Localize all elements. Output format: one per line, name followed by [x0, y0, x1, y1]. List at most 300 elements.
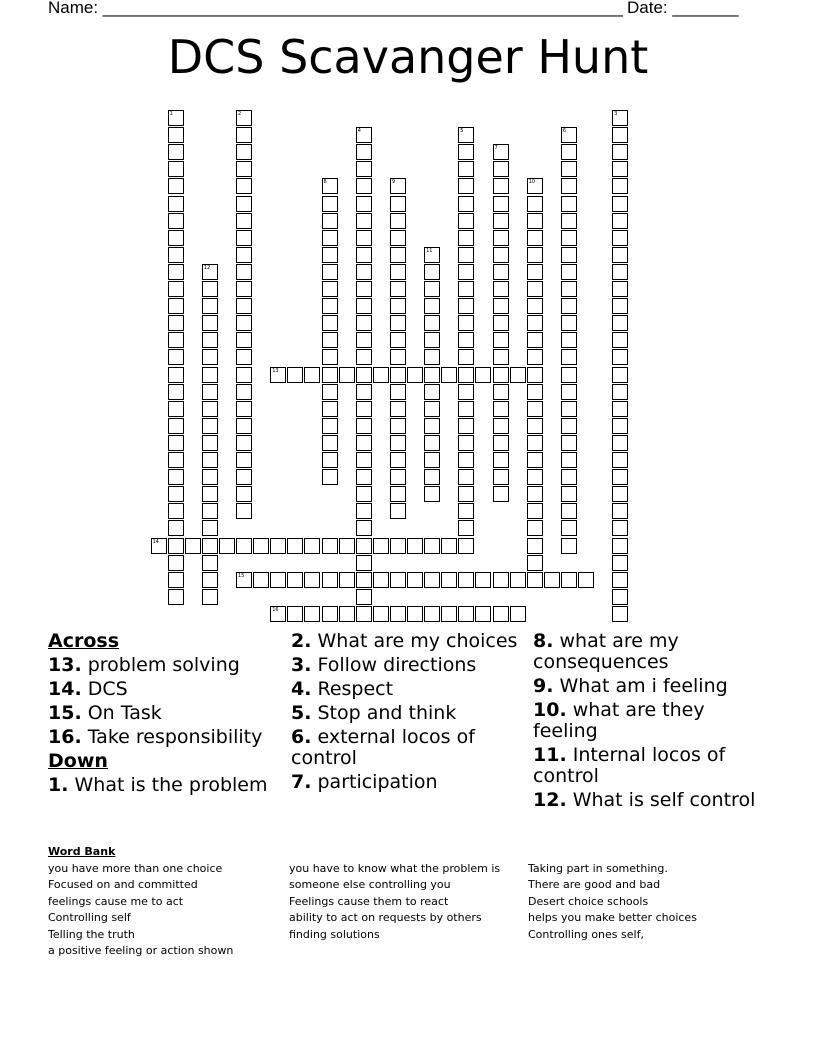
- grid-cell[interactable]: [202, 401, 218, 417]
- grid-cell[interactable]: [441, 367, 457, 383]
- grid-cell[interactable]: [339, 572, 355, 588]
- grid-cell[interactable]: [493, 418, 509, 434]
- grid-cell[interactable]: [356, 401, 372, 417]
- grid-cell[interactable]: [561, 486, 577, 502]
- grid-cell[interactable]: [424, 298, 440, 314]
- grid-cell[interactable]: [561, 264, 577, 280]
- grid-cell[interactable]: [493, 401, 509, 417]
- grid-cell[interactable]: [510, 572, 526, 588]
- grid-cell[interactable]: [304, 367, 320, 383]
- grid-cell[interactable]: [322, 247, 338, 263]
- grid-cell[interactable]: [202, 315, 218, 331]
- grid-cell[interactable]: [458, 503, 474, 519]
- grid-cell[interactable]: [458, 384, 474, 400]
- grid-cell[interactable]: [356, 196, 372, 212]
- grid-cell[interactable]: [236, 503, 252, 519]
- grid-cell[interactable]: [339, 606, 355, 622]
- grid-cell[interactable]: [236, 367, 252, 383]
- grid-cell[interactable]: [356, 418, 372, 434]
- grid-cell[interactable]: [493, 144, 509, 160]
- grid-cell[interactable]: [390, 196, 406, 212]
- grid-cell[interactable]: [168, 572, 184, 588]
- grid-cell[interactable]: [424, 281, 440, 297]
- grid-cell[interactable]: [356, 538, 372, 554]
- grid-cell[interactable]: [458, 196, 474, 212]
- grid-cell[interactable]: [561, 315, 577, 331]
- grid-cell[interactable]: [168, 555, 184, 571]
- grid-cell[interactable]: [304, 572, 320, 588]
- grid-cell[interactable]: [390, 281, 406, 297]
- grid-cell[interactable]: [287, 538, 303, 554]
- grid-cell[interactable]: [527, 435, 543, 451]
- grid-cell[interactable]: [561, 298, 577, 314]
- grid-cell[interactable]: [458, 435, 474, 451]
- grid-cell[interactable]: [168, 418, 184, 434]
- grid-cell[interactable]: [202, 452, 218, 468]
- grid-cell[interactable]: [390, 538, 406, 554]
- grid-cell[interactable]: [561, 144, 577, 160]
- grid-cell[interactable]: [493, 196, 509, 212]
- grid-cell[interactable]: [322, 213, 338, 229]
- grid-cell[interactable]: [202, 520, 218, 536]
- grid-cell[interactable]: [561, 401, 577, 417]
- grid-cell[interactable]: [236, 486, 252, 502]
- grid-cell[interactable]: [390, 435, 406, 451]
- grid-cell[interactable]: [236, 144, 252, 160]
- grid-cell[interactable]: [356, 281, 372, 297]
- grid-cell[interactable]: [356, 315, 372, 331]
- grid-cell[interactable]: [612, 503, 628, 519]
- grid-cell[interactable]: [168, 315, 184, 331]
- grid-cell[interactable]: [612, 589, 628, 605]
- grid-cell[interactable]: [458, 401, 474, 417]
- grid-cell[interactable]: [168, 435, 184, 451]
- grid-cell[interactable]: [390, 469, 406, 485]
- grid-cell[interactable]: [493, 349, 509, 365]
- grid-cell[interactable]: [339, 367, 355, 383]
- grid-cell[interactable]: [527, 196, 543, 212]
- grid-cell[interactable]: [527, 213, 543, 229]
- grid-cell[interactable]: [475, 606, 491, 622]
- grid-cell[interactable]: [202, 264, 218, 280]
- grid-cell[interactable]: [356, 503, 372, 519]
- grid-cell[interactable]: [527, 538, 543, 554]
- grid-cell[interactable]: [561, 178, 577, 194]
- grid-cell[interactable]: [390, 230, 406, 246]
- grid-cell[interactable]: [612, 452, 628, 468]
- grid-cell[interactable]: [441, 572, 457, 588]
- grid-cell[interactable]: [322, 281, 338, 297]
- grid-cell[interactable]: [356, 367, 372, 383]
- grid-cell[interactable]: [202, 589, 218, 605]
- grid-cell[interactable]: [390, 401, 406, 417]
- grid-cell[interactable]: [612, 127, 628, 143]
- grid-cell[interactable]: [424, 469, 440, 485]
- grid-cell[interactable]: [424, 349, 440, 365]
- grid-cell[interactable]: [612, 538, 628, 554]
- grid-cell[interactable]: [168, 589, 184, 605]
- grid-cell[interactable]: [322, 538, 338, 554]
- grid-cell[interactable]: [510, 367, 526, 383]
- grid-cell[interactable]: [322, 452, 338, 468]
- grid-cell[interactable]: [612, 401, 628, 417]
- grid-cell[interactable]: [493, 606, 509, 622]
- grid-cell[interactable]: [612, 469, 628, 485]
- grid-cell[interactable]: [168, 469, 184, 485]
- grid-cell[interactable]: [356, 520, 372, 536]
- grid-cell[interactable]: [373, 367, 389, 383]
- grid-cell[interactable]: [322, 230, 338, 246]
- grid-cell[interactable]: [356, 589, 372, 605]
- grid-cell[interactable]: [493, 315, 509, 331]
- grid-cell[interactable]: [407, 572, 423, 588]
- grid-cell[interactable]: [612, 332, 628, 348]
- grid-cell[interactable]: [356, 486, 372, 502]
- grid-cell[interactable]: [356, 452, 372, 468]
- grid-cell[interactable]: [527, 486, 543, 502]
- grid-cell[interactable]: [527, 315, 543, 331]
- grid-cell[interactable]: [356, 469, 372, 485]
- grid-cell[interactable]: [356, 435, 372, 451]
- grid-cell[interactable]: [202, 435, 218, 451]
- grid-cell[interactable]: [168, 538, 184, 554]
- grid-cell[interactable]: [390, 315, 406, 331]
- grid-cell[interactable]: [236, 435, 252, 451]
- grid-cell[interactable]: [561, 349, 577, 365]
- grid-cell[interactable]: [202, 555, 218, 571]
- grid-cell[interactable]: [475, 572, 491, 588]
- grid-cell[interactable]: [322, 572, 338, 588]
- grid-cell[interactable]: [493, 264, 509, 280]
- grid-cell[interactable]: [561, 127, 577, 143]
- grid-cell[interactable]: [168, 486, 184, 502]
- grid-cell[interactable]: [322, 384, 338, 400]
- grid-cell[interactable]: [390, 452, 406, 468]
- grid-cell[interactable]: [561, 452, 577, 468]
- grid-cell[interactable]: [202, 367, 218, 383]
- grid-cell[interactable]: [407, 606, 423, 622]
- grid-cell[interactable]: [168, 384, 184, 400]
- grid-cell[interactable]: [527, 418, 543, 434]
- grid-cell[interactable]: [322, 349, 338, 365]
- grid-cell[interactable]: [561, 230, 577, 246]
- grid-cell[interactable]: [527, 281, 543, 297]
- grid-cell[interactable]: [612, 572, 628, 588]
- grid-cell[interactable]: [168, 247, 184, 263]
- grid-cell[interactable]: [236, 213, 252, 229]
- grid-cell[interactable]: [390, 349, 406, 365]
- grid-cell[interactable]: [612, 349, 628, 365]
- grid-cell[interactable]: [390, 503, 406, 519]
- grid-cell[interactable]: [527, 230, 543, 246]
- grid-cell[interactable]: [441, 606, 457, 622]
- grid-cell[interactable]: [612, 230, 628, 246]
- grid-cell[interactable]: [236, 315, 252, 331]
- grid-cell[interactable]: [612, 520, 628, 536]
- grid-cell[interactable]: [322, 367, 338, 383]
- grid-cell[interactable]: [236, 127, 252, 143]
- grid-cell[interactable]: [424, 315, 440, 331]
- grid-cell[interactable]: [458, 161, 474, 177]
- grid-cell[interactable]: [168, 196, 184, 212]
- grid-cell[interactable]: [458, 264, 474, 280]
- grid-cell[interactable]: [458, 486, 474, 502]
- grid-cell[interactable]: [390, 572, 406, 588]
- grid-cell[interactable]: [304, 538, 320, 554]
- grid-cell[interactable]: [561, 247, 577, 263]
- grid-cell[interactable]: [236, 572, 252, 588]
- grid-cell[interactable]: [561, 384, 577, 400]
- grid-cell[interactable]: [493, 435, 509, 451]
- grid-cell[interactable]: [202, 281, 218, 297]
- grid-cell[interactable]: [202, 503, 218, 519]
- grid-cell[interactable]: [236, 349, 252, 365]
- grid-cell[interactable]: [612, 555, 628, 571]
- grid-cell[interactable]: [527, 247, 543, 263]
- grid-cell[interactable]: [339, 538, 355, 554]
- grid-cell[interactable]: [322, 264, 338, 280]
- grid-cell[interactable]: [236, 281, 252, 297]
- grid-cell[interactable]: [612, 178, 628, 194]
- grid-cell[interactable]: [561, 538, 577, 554]
- grid-cell[interactable]: [424, 247, 440, 263]
- grid-cell[interactable]: [390, 298, 406, 314]
- grid-cell[interactable]: [236, 230, 252, 246]
- grid-cell[interactable]: [493, 178, 509, 194]
- grid-cell[interactable]: [458, 418, 474, 434]
- grid-cell[interactable]: [561, 213, 577, 229]
- grid-cell[interactable]: [356, 555, 372, 571]
- grid-cell[interactable]: [322, 435, 338, 451]
- grid-cell[interactable]: [612, 418, 628, 434]
- grid-cell[interactable]: [390, 486, 406, 502]
- grid-cell[interactable]: [424, 572, 440, 588]
- grid-cell[interactable]: [527, 178, 543, 194]
- grid-cell[interactable]: [202, 538, 218, 554]
- grid-cell[interactable]: [424, 401, 440, 417]
- grid-cell[interactable]: [424, 606, 440, 622]
- grid-cell[interactable]: [168, 161, 184, 177]
- grid-cell[interactable]: [561, 281, 577, 297]
- grid-cell[interactable]: [168, 298, 184, 314]
- grid-cell[interactable]: [493, 247, 509, 263]
- grid-cell[interactable]: [168, 178, 184, 194]
- grid-cell[interactable]: [407, 538, 423, 554]
- grid-cell[interactable]: [424, 452, 440, 468]
- grid-cell[interactable]: [493, 572, 509, 588]
- grid-cell[interactable]: [527, 520, 543, 536]
- grid-cell[interactable]: [458, 213, 474, 229]
- grid-cell[interactable]: [390, 178, 406, 194]
- grid-cell[interactable]: [373, 572, 389, 588]
- grid-cell[interactable]: [527, 332, 543, 348]
- grid-cell[interactable]: [373, 538, 389, 554]
- grid-cell[interactable]: [236, 538, 252, 554]
- grid-cell[interactable]: [390, 332, 406, 348]
- grid-cell[interactable]: [236, 264, 252, 280]
- grid-cell[interactable]: [527, 349, 543, 365]
- grid-cell[interactable]: [424, 384, 440, 400]
- grid-cell[interactable]: [424, 538, 440, 554]
- grid-cell[interactable]: [458, 572, 474, 588]
- grid-cell[interactable]: [561, 332, 577, 348]
- grid-cell[interactable]: [168, 520, 184, 536]
- grid-cell[interactable]: [458, 606, 474, 622]
- grid-cell[interactable]: [287, 367, 303, 383]
- grid-cell[interactable]: [270, 538, 286, 554]
- grid-cell[interactable]: [424, 486, 440, 502]
- grid-cell[interactable]: [458, 281, 474, 297]
- grid-cell[interactable]: [527, 264, 543, 280]
- grid-cell[interactable]: [236, 418, 252, 434]
- grid-cell[interactable]: [561, 196, 577, 212]
- grid-cell[interactable]: [236, 452, 252, 468]
- grid-cell[interactable]: [322, 469, 338, 485]
- grid-cell[interactable]: [202, 349, 218, 365]
- grid-cell[interactable]: [236, 298, 252, 314]
- grid-cell[interactable]: [612, 247, 628, 263]
- grid-cell[interactable]: [390, 264, 406, 280]
- grid-cell[interactable]: [270, 367, 286, 383]
- grid-cell[interactable]: [356, 572, 372, 588]
- grid-cell[interactable]: [493, 367, 509, 383]
- grid-cell[interactable]: [151, 538, 167, 554]
- grid-cell[interactable]: [544, 572, 560, 588]
- grid-cell[interactable]: [493, 213, 509, 229]
- grid-cell[interactable]: [356, 384, 372, 400]
- grid-cell[interactable]: [458, 178, 474, 194]
- grid-cell[interactable]: [458, 230, 474, 246]
- grid-cell[interactable]: [561, 572, 577, 588]
- date-field[interactable]: Date: _______: [627, 0, 739, 17]
- grid-cell[interactable]: [493, 161, 509, 177]
- grid-cell[interactable]: [304, 606, 320, 622]
- grid-cell[interactable]: [322, 196, 338, 212]
- grid-cell[interactable]: [493, 230, 509, 246]
- grid-cell[interactable]: [424, 332, 440, 348]
- grid-cell[interactable]: [424, 435, 440, 451]
- grid-cell[interactable]: [527, 401, 543, 417]
- grid-cell[interactable]: [527, 555, 543, 571]
- grid-cell[interactable]: [236, 196, 252, 212]
- grid-cell[interactable]: [270, 572, 286, 588]
- grid-cell[interactable]: [527, 452, 543, 468]
- grid-cell[interactable]: [527, 367, 543, 383]
- grid-cell[interactable]: [202, 469, 218, 485]
- grid-cell[interactable]: [253, 572, 269, 588]
- grid-cell[interactable]: [202, 298, 218, 314]
- grid-cell[interactable]: [168, 230, 184, 246]
- grid-cell[interactable]: [561, 435, 577, 451]
- grid-cell[interactable]: [322, 332, 338, 348]
- grid-cell[interactable]: [458, 247, 474, 263]
- grid-cell[interactable]: [527, 384, 543, 400]
- grid-cell[interactable]: [612, 161, 628, 177]
- grid-cell[interactable]: [202, 572, 218, 588]
- grid-cell[interactable]: [185, 538, 201, 554]
- grid-cell[interactable]: [356, 144, 372, 160]
- grid-cell[interactable]: [458, 349, 474, 365]
- grid-cell[interactable]: [561, 469, 577, 485]
- grid-cell[interactable]: [168, 367, 184, 383]
- grid-cell[interactable]: [356, 264, 372, 280]
- grid-cell[interactable]: [612, 606, 628, 622]
- grid-cell[interactable]: [322, 418, 338, 434]
- grid-cell[interactable]: [561, 503, 577, 519]
- grid-cell[interactable]: [168, 332, 184, 348]
- grid-cell[interactable]: [390, 213, 406, 229]
- grid-cell[interactable]: [356, 349, 372, 365]
- grid-cell[interactable]: [168, 281, 184, 297]
- grid-cell[interactable]: [356, 230, 372, 246]
- grid-cell[interactable]: [356, 127, 372, 143]
- grid-cell[interactable]: [322, 298, 338, 314]
- grid-cell[interactable]: [236, 247, 252, 263]
- grid-cell[interactable]: [390, 367, 406, 383]
- grid-cell[interactable]: [322, 606, 338, 622]
- grid-cell[interactable]: [356, 247, 372, 263]
- grid-cell[interactable]: [527, 469, 543, 485]
- grid-cell[interactable]: [612, 486, 628, 502]
- grid-cell[interactable]: [493, 486, 509, 502]
- grid-cell[interactable]: [612, 281, 628, 297]
- grid-cell[interactable]: [561, 418, 577, 434]
- grid-cell[interactable]: [236, 332, 252, 348]
- grid-cell[interactable]: [510, 606, 526, 622]
- grid-cell[interactable]: [458, 538, 474, 554]
- grid-cell[interactable]: [561, 520, 577, 536]
- grid-cell[interactable]: [612, 367, 628, 383]
- grid-cell[interactable]: [168, 144, 184, 160]
- grid-cell[interactable]: [356, 332, 372, 348]
- grid-cell[interactable]: [202, 332, 218, 348]
- grid-cell[interactable]: [322, 315, 338, 331]
- grid-cell[interactable]: [168, 213, 184, 229]
- grid-cell[interactable]: [390, 418, 406, 434]
- grid-cell[interactable]: [612, 110, 628, 126]
- grid-cell[interactable]: [527, 572, 543, 588]
- grid-cell[interactable]: [493, 281, 509, 297]
- grid-cell[interactable]: [458, 144, 474, 160]
- grid-cell[interactable]: [561, 367, 577, 383]
- grid-cell[interactable]: [612, 196, 628, 212]
- grid-cell[interactable]: [236, 110, 252, 126]
- grid-cell[interactable]: [356, 213, 372, 229]
- grid-cell[interactable]: [458, 127, 474, 143]
- grid-cell[interactable]: [236, 384, 252, 400]
- grid-cell[interactable]: [390, 384, 406, 400]
- grid-cell[interactable]: [287, 606, 303, 622]
- grid-cell[interactable]: [168, 110, 184, 126]
- grid-cell[interactable]: [236, 161, 252, 177]
- grid-cell[interactable]: [561, 161, 577, 177]
- grid-cell[interactable]: [236, 469, 252, 485]
- grid-cell[interactable]: [493, 298, 509, 314]
- grid-cell[interactable]: [578, 572, 594, 588]
- grid-cell[interactable]: [168, 452, 184, 468]
- name-field[interactable]: Name: _______________________________________________________: [48, 0, 623, 17]
- grid-cell[interactable]: [612, 384, 628, 400]
- grid-cell[interactable]: [441, 538, 457, 554]
- grid-cell[interactable]: [356, 298, 372, 314]
- grid-cell[interactable]: [236, 401, 252, 417]
- grid-cell[interactable]: [458, 298, 474, 314]
- grid-cell[interactable]: [322, 178, 338, 194]
- grid-cell[interactable]: [458, 520, 474, 536]
- grid-cell[interactable]: [168, 401, 184, 417]
- grid-cell[interactable]: [168, 127, 184, 143]
- grid-cell[interactable]: [612, 298, 628, 314]
